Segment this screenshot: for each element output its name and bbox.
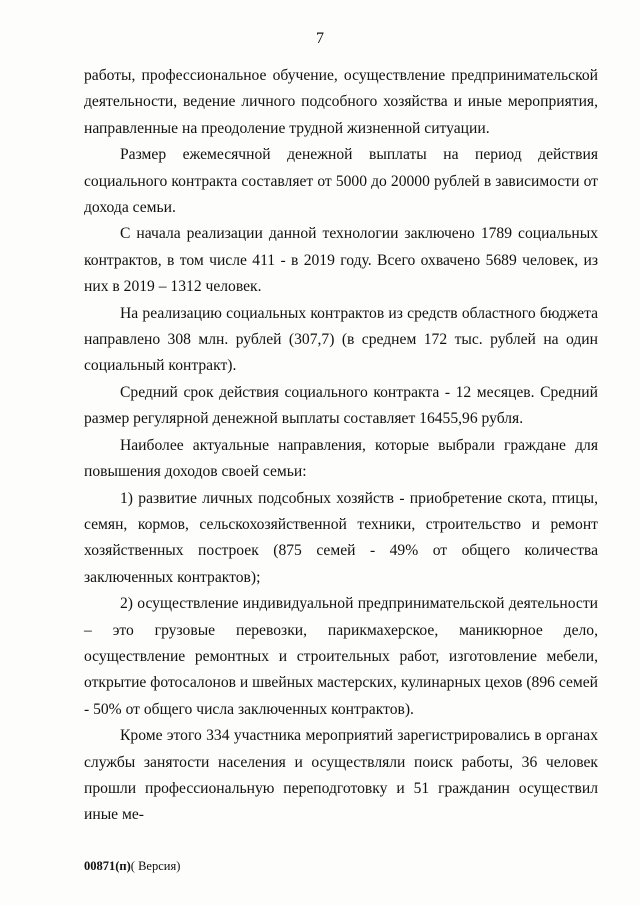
- paragraph-budget: На реализацию социальных контрактов из средств областного бюджета направлено 308 млн. рублей (307,7) (в среднем 172 тыс. рублей на один социальный контракт).: [84, 304, 598, 375]
- page-number: 7: [316, 30, 324, 47]
- footer-version: ( Версия): [130, 859, 181, 873]
- footer-doc-code: 00871(п): [84, 859, 131, 873]
- document-body: [84, 63, 598, 829]
- paragraph-contracts-count: С начала реализации данной технологии заключено 1789 социальных контрактов, в том числе 411 - в 2019 году. Всего охвачено 5689 человек, из них в 2019 – 1312 человек.: [84, 225, 598, 296]
- paragraph-duration: Средний срок действия социального контракта - 12 месяцев. Средний размер регулярной денежной выплаты составляет 16455,96 рубля.: [84, 383, 598, 428]
- paragraph-payment-size: Размер ежемесячной денежной выплаты на период действия социального контракта составляет от 5000 до 20000 рублей в зависимости от дохода семьи.: [84, 146, 598, 217]
- list-item-entrepreneurship: 2) осуществление индивидуальной предпринимательской деятельности – это грузовые перевозки, парикмахерское, маникюрное дело, осуществление ремонтных и строительных работ, изготовление мебели, открытие фотосалонов и швейных мастерских, кулинарных цехов (896 семей - 50% от общего числа заключенных контрактов).: [84, 595, 598, 718]
- paragraph-continuation: работы, профессиональное обучение, осуществление предпринимательской деятельности, ведение личного подсобного хозяйства и иные мероприятия, направленные на преодоление трудной жизненной ситуации.: [84, 67, 598, 137]
- paragraph-directions-intro: Наиболее актуальные направления, которые выбрали граждане для повышения доходов своей семьи:: [84, 436, 598, 481]
- list-item-household: 1) развитие личных подсобных хозяйств - приобретение скота, птицы, семян, кормов, сельскохозяйственной техники, строительство и ремонт хозяйственных построек (875 семей - 49% от общего количества заключенных контрактов);: [84, 489, 598, 586]
- footer: [84, 859, 180, 874]
- paragraph-employment: Кроме этого 334 участника мероприятий зарегистрировались в органах службы занятости населения и осуществляли поиск работы, 36 человек прошли профессиональную переподготовку и 51 гражданин осуществил иные ме-: [84, 727, 598, 824]
